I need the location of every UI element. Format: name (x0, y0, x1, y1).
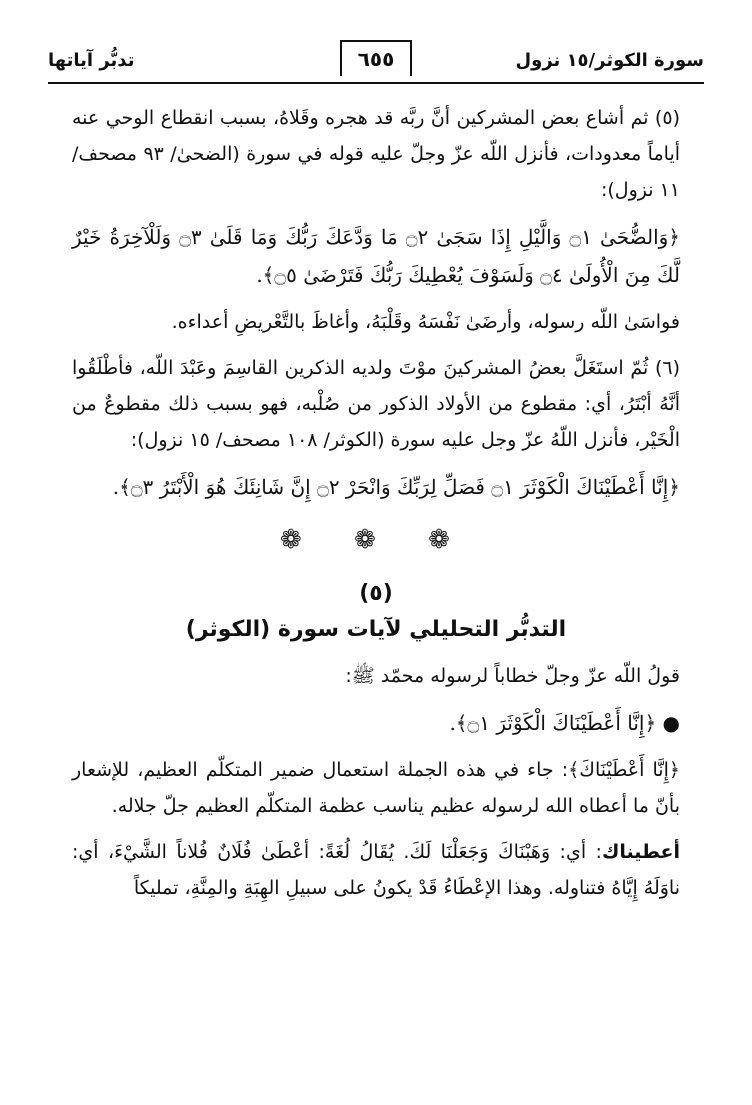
section-title: التدبُّر التحليلي لآيات سورة (الكوثر) (185, 617, 567, 642)
section-number: (٥) (359, 581, 393, 606)
paragraph-6: (٦) ثُمّ استَغَلَّ بعضُ المشركينَ موْتَ ولديه الذكرين القاسِمَ وعَبْدَ اللّه، فأطْلَقُوا أنَّهُ أبْتَرُ، أي: مقطوع من الأولاد الذكور من صُلْبه، فهو بسبب ذلك مقطوعٌ من الْخَيْر، فأنزل اللّهُ عزّ وجل عليه سورة (الكوثر/ ١٠٨ مصحف/ ١٥ نزول): (72, 357, 680, 451)
section-intro: قولُ اللّه عزّ وجلّ خطاباً لرسوله محمّد ﷺ: (345, 665, 680, 687)
page-number: ٦٥٥ (340, 40, 412, 76)
chapter-header-title: تدبُّر آياتها (48, 50, 135, 71)
term-definition: : أي: وَهَبْنَاكَ وَجَعَلْنَا لَكَ. يُقَالُ لُغَةً: أعْطَىٰ فُلَانٌ فُلاناً الشَّيْءَ، أي: ناوَلَهُ إِيَّاهُ فتناوله. وهذا الإعْطَاءُ قَدْ يكونُ على سبيلِ الهِبَةِ والمِنَّةِ، تمليكاً (72, 841, 680, 899)
surah-header-title: سورة الكوثر/١٥ نزول (515, 50, 704, 71)
ornament-divider: ❁ ❁ ❁ (280, 525, 472, 555)
page-header (48, 38, 704, 94)
bullet-verse: ● ﴿إِنَّا أَعْطَيْنَاكَ الْكَوْثَرَ ۝١﴾. (449, 711, 680, 735)
page-body (72, 100, 680, 916)
paragraph-5: (٥) ثم أشاع بعض المشركين أنَّ ربَّه قد هجره وقَلاهُ، بسبب انقطاع الوحي عنه أياماً معدودات، فأنزل اللّه عزّ وجلّ عليه قوله في سورة (الضحىٰ/ ٩٣ مصحف/ ١١ نزول): (72, 107, 681, 201)
paragraph-5-continuation: فواسَىٰ اللّه رسوله، وأرضَىٰ نَفْسَهُ وقَلْبَهُ، وأغاظَ بالتَّعْريضِ أعداءه. (171, 311, 680, 333)
header-rule (48, 82, 704, 84)
term-label: أعطيناك (601, 841, 680, 863)
quran-quote-duha: ﴿وَالضُّحَىٰ ۝١ وَالَّيْلِ إِذَا سَجَىٰ ۝٢ مَا وَدَّعَكَ رَبُّكَ وَمَا قَلَىٰ ۝٣ وَلَلْآخِرَةُ خَيْرٌ لَّكَ مِنَ الْأُولَىٰ ۝٤ وَلَسَوْفَ يُعْطِيكَ رَبُّكَ فَتَرْضَىٰ ۝٥﴾. (72, 225, 680, 287)
quran-quote-kawthar: ﴿إِنَّا أَعْطَيْنَاكَ الْكَوْثَرَ ۝١ فَصَلِّ لِرَبِّكَ وَانْحَرْ ۝٢ إِنَّ شَانِئَكَ هُوَ الْأَبْتَرُ ۝٣﴾. (112, 475, 680, 499)
section-paragraph-2 (72, 834, 680, 906)
section-paragraph-1: ﴿إِنَّا أَعْطَيْنَاكَ﴾: جاء في هذه الجملة استعمال ضمير المتكلّم العظيم، للإشعار بأنّ ما أعطاه الله لرسوله عظيم يناسب عظمة المتكلّم العظيم جلّ جلاله. (72, 759, 680, 817)
